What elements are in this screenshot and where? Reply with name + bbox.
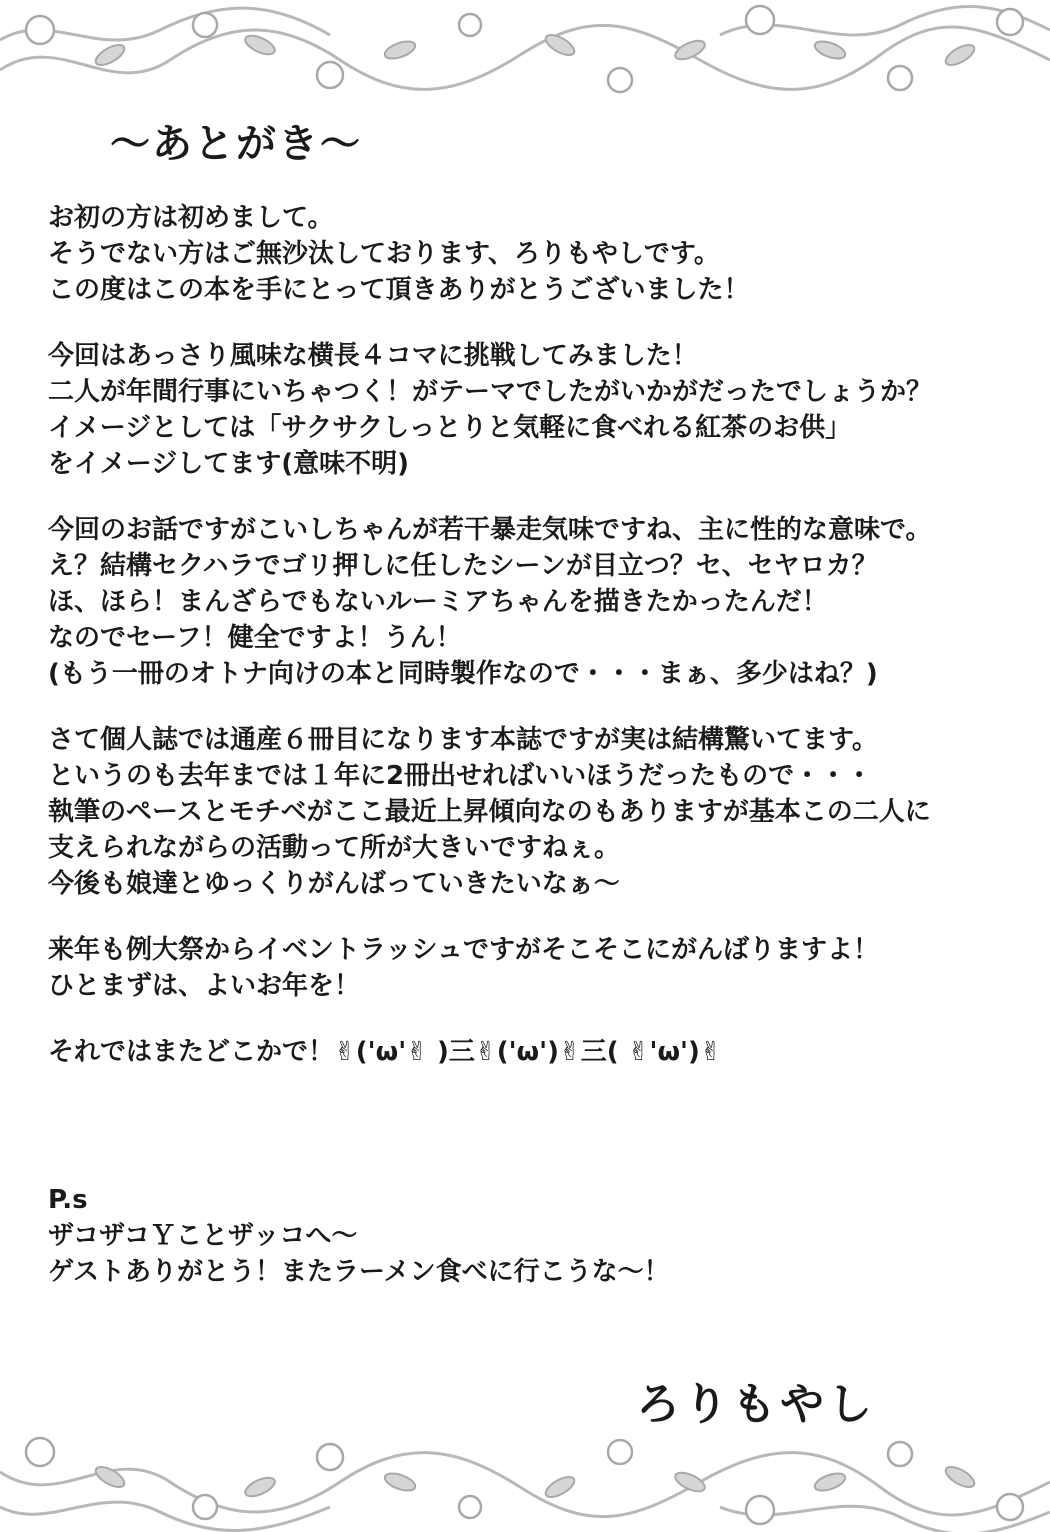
postscript-label: P.s bbox=[48, 1185, 88, 1215]
paragraph bbox=[48, 512, 1028, 692]
text-line: ひとまずは、よいお年を！ bbox=[48, 971, 361, 1001]
text-line: そうでない方はご無沙汰しております、ろりもやしです。 bbox=[48, 239, 720, 269]
afterword-heading: 〜あとがき〜 bbox=[110, 121, 362, 167]
paragraph bbox=[48, 932, 1028, 1004]
text-line: え？結構セクハラでゴリ押しに任したシーンが目立つ？セ、セヤロカ？ bbox=[48, 551, 878, 581]
paragraph bbox=[48, 722, 1028, 902]
floral-vine-icon bbox=[0, 0, 1050, 110]
text-line: ゲストありがとう！またラーメン食べに行こうな〜！ bbox=[48, 1257, 670, 1287]
text-line: 二人が年間行事にいちゃつく！がテーマでしたがいかがだったでしょうか？ bbox=[48, 377, 933, 407]
text-line: 今回のお話ですがこいしちゃんが若干暴走気味ですね、主に性的な意味で。 bbox=[48, 515, 932, 545]
text-line: 今回はあっさり風味な横長４コマに挑戦してみました！ bbox=[48, 341, 698, 371]
text-line: (もう一冊のオトナ向けの本と同時製作なので・・・まぁ、多少はね？) bbox=[48, 659, 878, 689]
author-signature: ろりもやし bbox=[636, 1379, 876, 1430]
text-line: ザコザコＹことザッコへ〜 bbox=[48, 1221, 358, 1251]
postscript bbox=[48, 1182, 1028, 1290]
text-line: ほ、ほら！まんざらでもないルーミアちゃんを描きたかったんだ！ bbox=[48, 587, 828, 617]
floral-border-bottom bbox=[0, 1422, 1050, 1532]
text-line: さて個人誌では通産６冊目になります本誌ですが実は結構驚いてます。 bbox=[48, 725, 878, 755]
text-line: なのでセーフ！健全ですよ！うん！ bbox=[48, 623, 462, 653]
afterword-body bbox=[48, 200, 1028, 1100]
text-line: をイメージしてます(意味不明) bbox=[48, 449, 409, 479]
paragraph bbox=[48, 200, 1028, 308]
paragraph bbox=[48, 338, 1028, 482]
text-line: 支えられながらの活動って所が大きいですねぇ。 bbox=[48, 833, 621, 863]
text-line: 今後も娘達とゆっくりがんばっていきたいなぁ〜 bbox=[48, 869, 620, 899]
text-line: というのも去年までは１年に2冊出せればいいほうだったもので・・・ bbox=[48, 761, 873, 791]
floral-border-top bbox=[0, 0, 1050, 110]
floral-vine-icon bbox=[0, 1422, 1050, 1532]
text-line: お初の方は初めまして。 bbox=[48, 203, 334, 233]
text-line: イメージとしては「サクサクしっとりと気軽に食べれる紅茶のお供」 bbox=[48, 413, 852, 443]
text-line: それではまたどこかで！✌('ω'✌ )三✌('ω')✌三( ✌'ω')✌ bbox=[48, 1037, 722, 1067]
text-line: 執筆のペースとモチベがここ最近上昇傾向なのもありますが基本この二人に bbox=[48, 797, 931, 827]
text-line: この度はこの本を手にとって頂きありがとうございました！ bbox=[48, 275, 750, 305]
text-line: 来年も例大祭からイベントラッシュですがそこそこにがんばりますよ！ bbox=[48, 935, 879, 965]
paragraph bbox=[48, 1034, 1028, 1070]
